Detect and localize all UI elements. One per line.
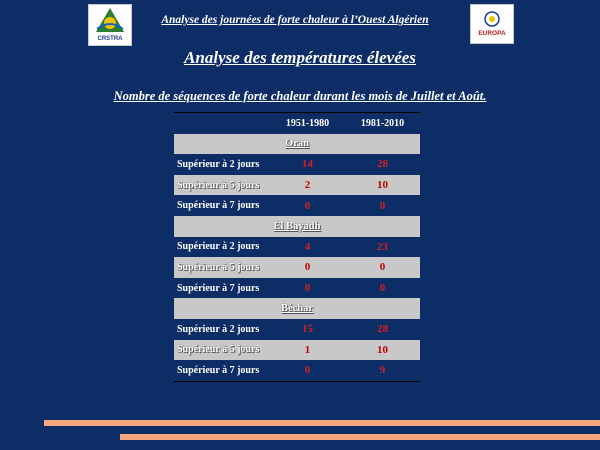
cell-value: 15 [302, 323, 313, 336]
cell-value: 1 [270, 340, 345, 361]
table-row [174, 257, 420, 278]
table-row [174, 195, 420, 216]
heat-sequences-table [174, 112, 420, 382]
column-header: 1951-1980 [285, 117, 330, 129]
row-label: Supérieur à 5 jours [174, 340, 270, 361]
row-label: Supérieur à 5 jours [174, 257, 270, 278]
row-label: Supérieur à 2 jours [177, 323, 260, 335]
page-subtitle: Nombre de séquences de forte chaleur durant les mois de Juillet et Août. [113, 89, 487, 103]
table-header-row [174, 113, 420, 134]
row-label: Supérieur à 7 jours [177, 282, 260, 294]
table-header-empty [174, 113, 270, 134]
cell-value: 0 [304, 364, 311, 377]
cell-value: 10 [345, 340, 420, 361]
cell-value: 0 [270, 257, 345, 278]
cell-value: 0 [379, 282, 386, 295]
cell-value: 0 [379, 199, 386, 212]
row-label: Supérieur à 2 jours [177, 241, 260, 253]
table-row [174, 360, 420, 381]
city-row [174, 216, 420, 237]
svg-text:CRSTRA: CRSTRA [97, 36, 123, 42]
table-row [174, 237, 420, 258]
europa-logo-icon [470, 4, 514, 44]
table-row [174, 175, 420, 196]
city-row [174, 134, 420, 155]
cell-value: 0 [304, 199, 311, 212]
cell-value: 2 [270, 175, 345, 196]
table-row [174, 154, 420, 175]
city-name: El Bayadh [174, 216, 420, 237]
city-name: Béchar [174, 298, 420, 319]
cell-value: 14 [302, 158, 313, 171]
page-title: Analyse des températures élevées [184, 48, 416, 67]
cell-value: 10 [345, 175, 420, 196]
cell-value: 9 [379, 364, 386, 377]
svg-text:EUROPA: EUROPA [478, 30, 506, 37]
city-row [174, 298, 420, 319]
city-name: Oran [174, 134, 420, 155]
cell-value: 4 [304, 240, 311, 253]
header-title: Analyse des journées de forte chaleur à l’Ouest Algérien [161, 14, 429, 26]
cell-value: 28 [377, 158, 388, 171]
row-label: Supérieur à 2 jours [177, 158, 260, 170]
cell-value: 23 [377, 240, 388, 253]
crstra-logo-icon [88, 4, 132, 46]
row-label: Supérieur à 7 jours [177, 200, 260, 212]
cell-value: 0 [345, 257, 420, 278]
table-row [174, 340, 420, 361]
column-header: 1981-2010 [360, 117, 405, 129]
cell-value: 0 [304, 282, 311, 295]
accent-bar [44, 420, 600, 426]
row-label: Supérieur à 5 jours [174, 175, 270, 196]
cell-value: 28 [377, 323, 388, 336]
accent-bar [120, 434, 600, 440]
table-row [174, 319, 420, 340]
table-row [174, 278, 420, 299]
row-label: Supérieur à 7 jours [177, 364, 260, 376]
